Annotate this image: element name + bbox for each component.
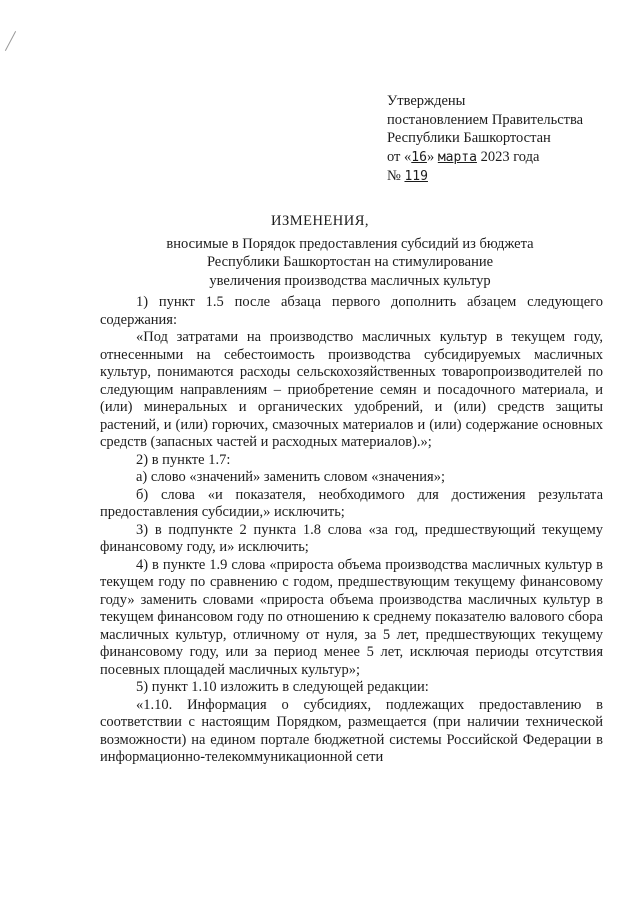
paragraph: «Под затратами на производство масличных культур в текущем году, отнесенными на себестоимость производства субсидируемых масличных культур, понимаются расходы сельскохозяйственных товаропроизводителей по следующим направлениям – приобретение семян и посадочного материала, и (или) минеральных и органических удобрений, и (или) средств защиты растений, и (или) горючих, смазочных материалов и (или) содержание основных средств (запасных частей и расходных материалов).»; [100, 329, 603, 450]
approval-line: постановлением Правительства [387, 111, 584, 128]
document-number: 119 [404, 169, 428, 184]
approval-line: Республики Башкортостан [387, 130, 551, 146]
date-suffix: 2023 года [476, 148, 540, 165]
document-title: ИЗМЕНЕНИЯ, [270, 213, 370, 229]
document-subtitle-line: увеличения производства масличных культур [209, 272, 491, 289]
approval-date [387, 148, 583, 168]
paragraph: «1.10. Информация о субсидиях, подлежащих предоставлению в соответствии с настоящим Порядком, размещается (при наличии технической возможности) на едином портале бюджетной системы Российской Федерации в информационно-телекоммуникационной сети [100, 696, 603, 765]
approval-block [387, 92, 583, 187]
date-day: 16 [411, 149, 427, 165]
paragraph: а) слово «значений» заменить словом «значения»; [136, 469, 446, 485]
document-subtitle-line: Республики Башкортостан на стимулирование [206, 254, 494, 270]
document-body [100, 294, 603, 767]
margin-pen-mark [5, 31, 16, 51]
date-prefix: от « [387, 148, 412, 165]
number-prefix: № [387, 168, 405, 184]
paragraph: 3) в подпункте 2 пункта 1.8 слова «за год, предшествующий текущему финансовому году, и» исключить; [100, 521, 603, 555]
date-month: марта [437, 149, 477, 165]
paragraph: 5) пункт 1.10 изложить в следующей редакции: [136, 679, 429, 695]
paragraph: 4) в пункте 1.9 слова «прироста объема производства масличных культур в текущем году по сравнению с годом, предшествующим текущему финансовому году» заменить словами «прироста объема производства масличных культур в текущем финансовом году по отношению к среднему показателю валового сбора масличных культур, отличному от нуля, за 5 лет, предшествующих текущему финансовому году, или за период менее 5 лет, исключая периоды отсутствия посевных площадей масличных культур»; [100, 556, 603, 678]
date-mid: » [426, 148, 438, 165]
approval-number [387, 167, 583, 187]
document-subtitle-line: вносимые в Порядок предоставления субсидий из бюджета [166, 235, 534, 252]
approval-line: Утверждены [387, 93, 466, 109]
paragraph: 2) в пункте 1.7: [136, 451, 231, 468]
paragraph: б) слова «и показателя, необходимого для достижения результата предоставления субсидии,» исключить; [100, 486, 603, 520]
paragraph: 1) пункт 1.5 после абзаца первого дополнить абзацем следующего содержания: [100, 294, 603, 328]
document-header [0, 212, 640, 290]
